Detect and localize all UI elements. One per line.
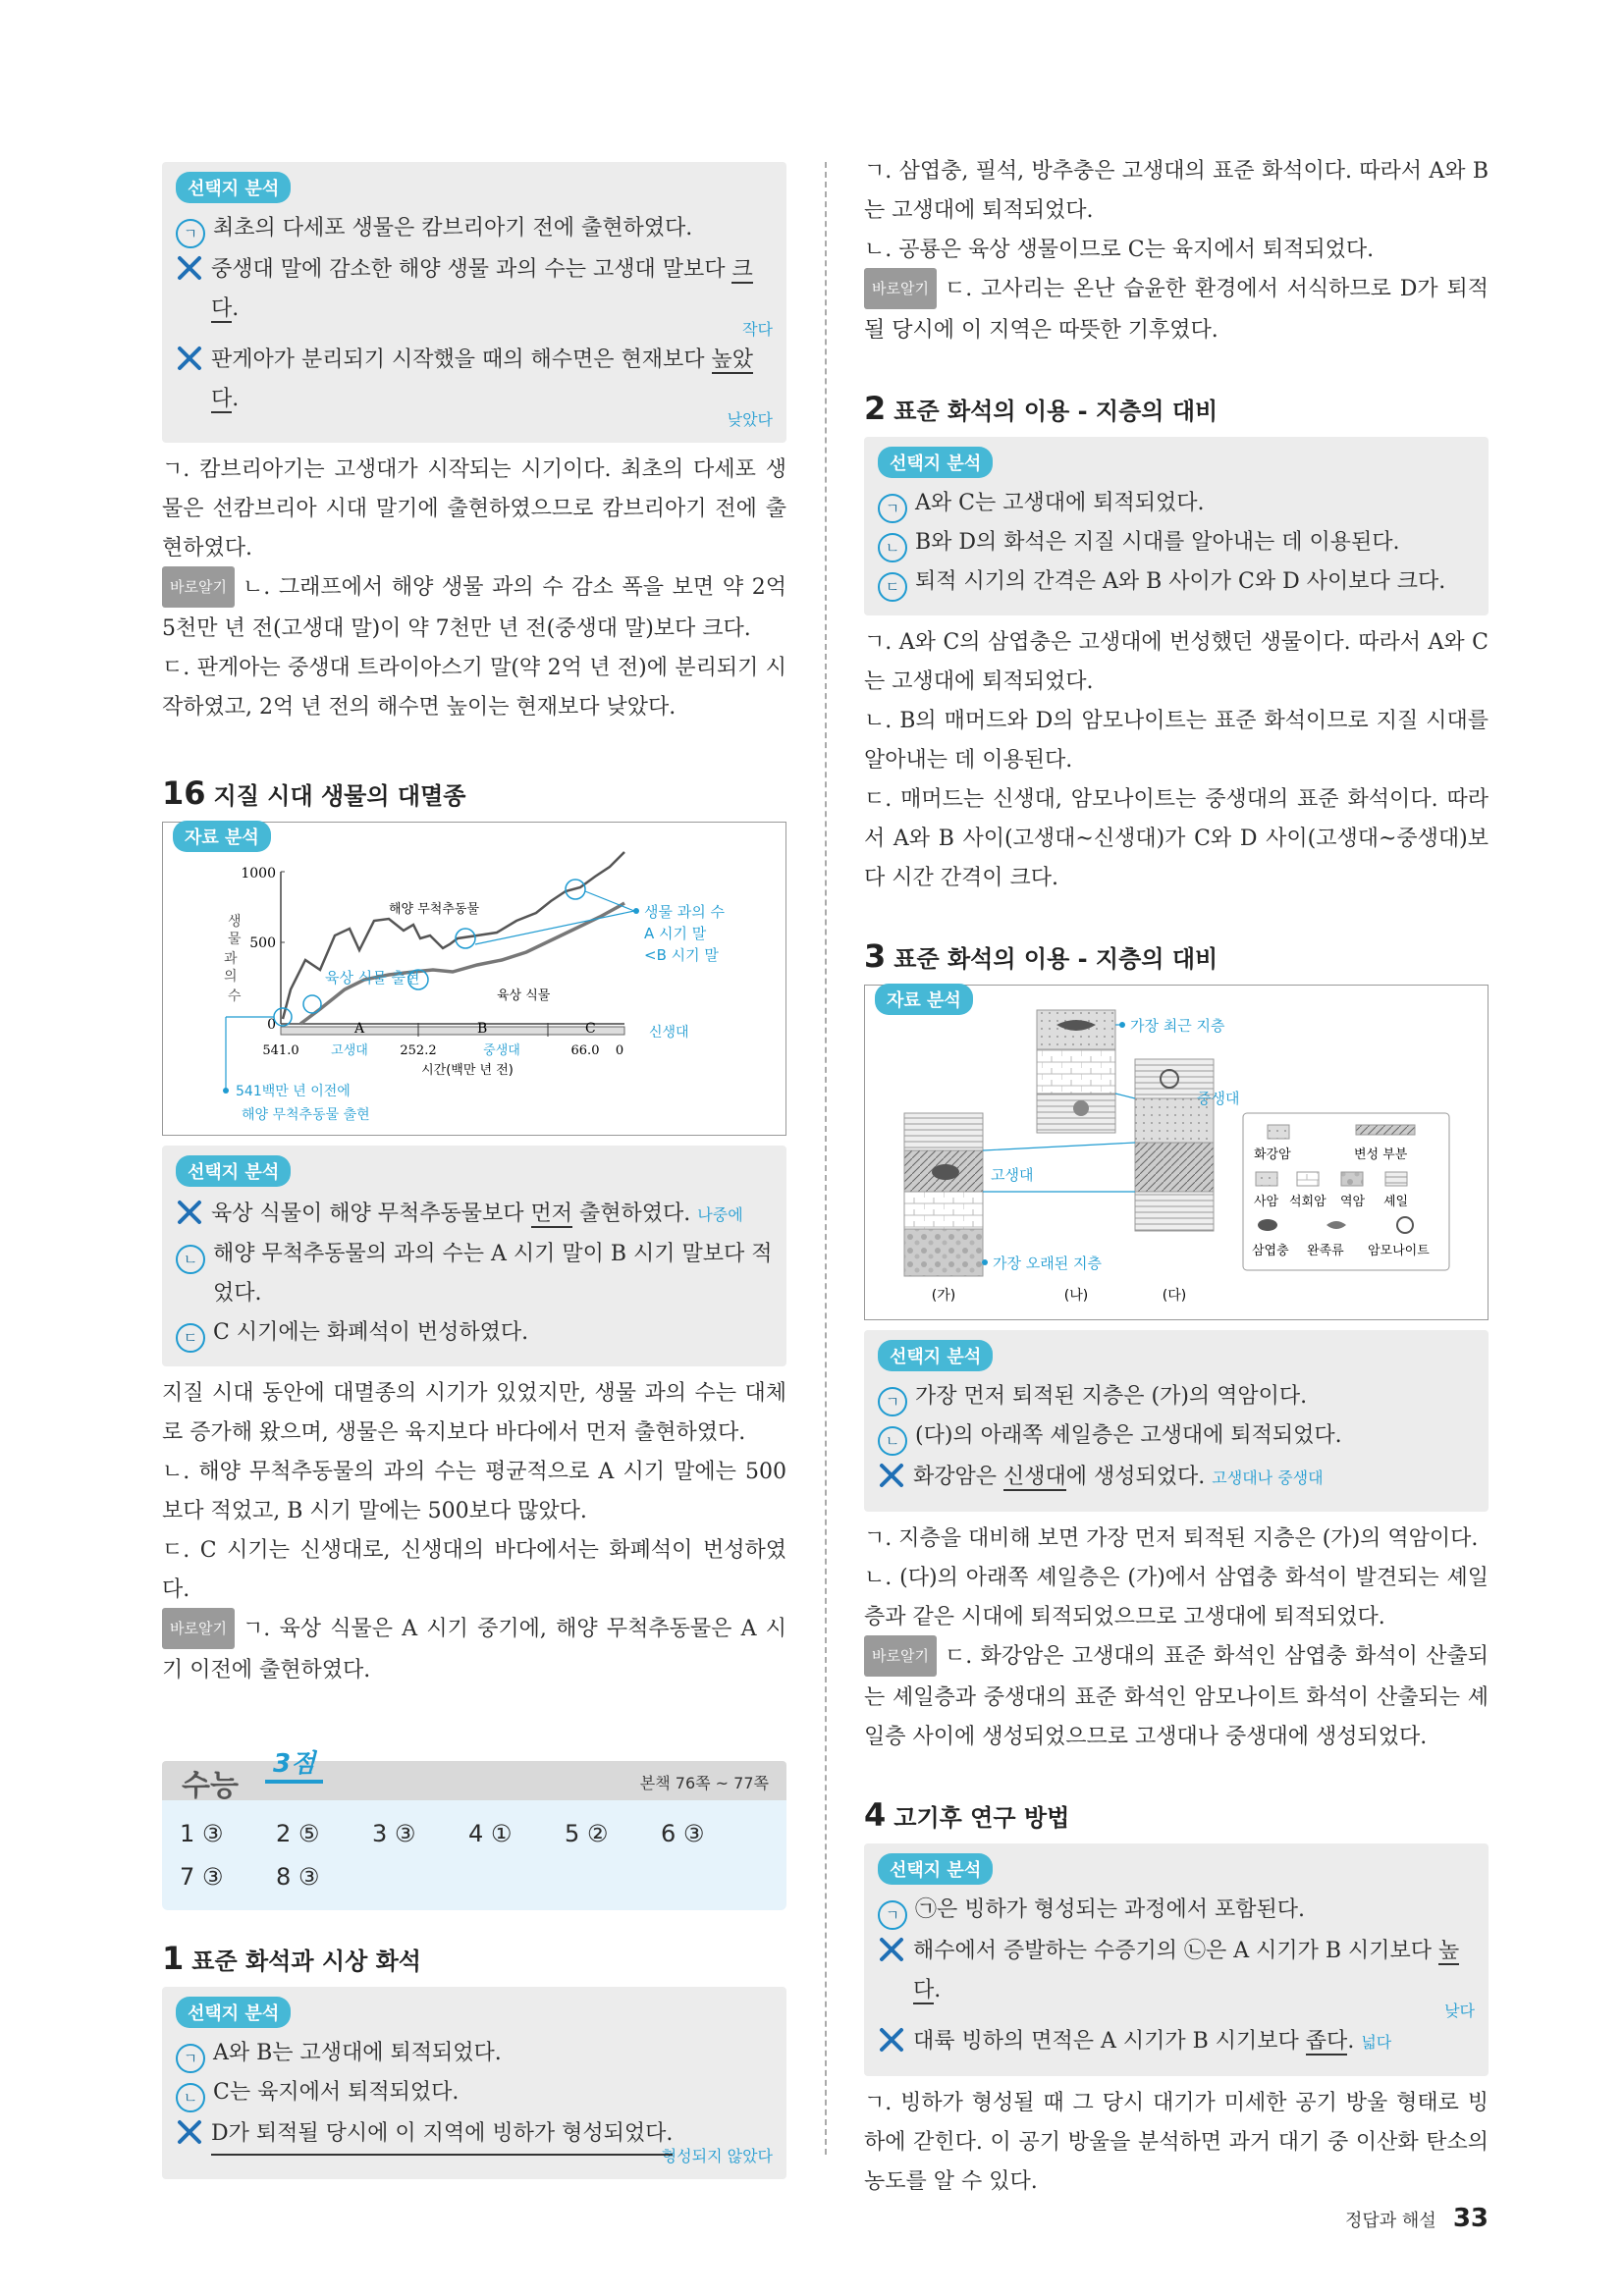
q15-option-2: 중생대 말에 감소한 해양 생물 과의 수는 고생대 말보다 크다. bbox=[176, 248, 773, 329]
a2-explanation-3: ㄷ. 매머드는 신생대, 암모나이트는 중생대의 표준 화석이다. 따라서 A와 B 사이(고생대~신생대)가 C와 D 사이(고생대~중생대)보다 시간 간격이 크다. bbox=[864, 787, 1489, 890]
a4-option-2-fix: 낮다 bbox=[1444, 2002, 1475, 2020]
svg-text:신생대: 신생대 bbox=[649, 1025, 689, 1041]
svg-text:석회암: 석회암 bbox=[1289, 1195, 1326, 1209]
y-axis-label: 생 물 과 의 수 bbox=[224, 914, 242, 1004]
q16-explanation-1: 지질 시대 동안에 대멸종의 시기가 있었지만, 생물 과의 수는 대체로 증가해 왔으며, 생물은 육지보다 바다에서 먼저 출현하였다. bbox=[162, 1381, 786, 1445]
wrong-tag: 바로알기 bbox=[162, 1608, 235, 1649]
page-number: 33 bbox=[1452, 2204, 1489, 2233]
answer-row: 1 ③ 2 ⑤ 3 ③ 4 ① 5 ② 6 ③ bbox=[180, 1820, 705, 1847]
svg-text:완족류: 완족류 bbox=[1307, 1244, 1344, 1258]
svg-text:C: C bbox=[585, 1021, 596, 1037]
svg-text:541.0: 541.0 bbox=[262, 1043, 299, 1058]
svg-text:(가): (가) bbox=[931, 1288, 956, 1304]
a3-explanation-3: 바로알기 ㄷ. 화강암은 고생대의 표준 화석인 삼엽충 화석이 산출되는 셰일층과 중생대의 표준 화석인 암모나이트 화석이 산출되는 셰일층 사이에 생성되었으므로 고생대나 중생대에 생성되었다. bbox=[864, 1637, 1489, 1757]
q15-option-1: ㄱ 최초의 다세포 생물은 캄브리아기 전에 출현하였다. bbox=[176, 209, 773, 248]
answer-key bbox=[162, 1800, 786, 1910]
a2-option-3: ㄷ 퇴적 시기의 간격은 A와 B 사이가 C와 D 사이보다 크다. bbox=[878, 562, 1475, 602]
a4-explanation-1: ㄱ. 빙하가 형성될 때 그 당시 대기가 미세한 공기 방울 형태로 빙하에 갇힌다. 이 공기 방울을 분석하면 과거 대기 중 이산화 탄소의 농도를 알 수 있다. bbox=[864, 2091, 1489, 2194]
correct-mark-icon: ㄱ bbox=[878, 1387, 907, 1416]
wrong-tag: 바로알기 bbox=[162, 566, 235, 608]
choice-analysis-tag: 선택지 분석 bbox=[878, 1340, 993, 1371]
a1-option-3-fix: 형성되지 않았다 bbox=[661, 2147, 773, 2165]
correct-mark-icon: ㄱ bbox=[176, 2044, 205, 2073]
a1-option-2: ㄴ C는 육지에서 퇴적되었다. bbox=[176, 2073, 773, 2112]
data-analysis-tag: 자료 분석 bbox=[875, 984, 973, 1015]
correct-mark-icon: ㄷ bbox=[176, 1323, 205, 1353]
wrong-x-icon bbox=[176, 1199, 203, 1226]
a1-explanation-2: ㄴ. 공룡은 육상 생물이므로 C는 육지에서 퇴적되었다. bbox=[864, 238, 1375, 262]
a1-option-1: ㄱ A와 B는 고생대에 퇴적되었다. bbox=[176, 2034, 773, 2073]
svg-text:해양 무척추동물: 해양 무척추동물 bbox=[389, 902, 480, 917]
svg-text:541백만 년 이전에: 541백만 년 이전에 bbox=[236, 1084, 351, 1099]
a3-option-3: 화강암은 신생대에 생성되었다. 고생대나 중생대 bbox=[878, 1456, 1475, 1498]
q16-explanation-4: 바로알기 ㄱ. 육상 식물은 A 시기 중기에, 해양 무척추동물은 A 시기 이전에 출현하였다. bbox=[162, 1610, 786, 1690]
svg-text:가장 오래된 지층: 가장 오래된 지층 bbox=[993, 1255, 1102, 1272]
q16-data-figure bbox=[162, 822, 786, 1136]
a3-strata-diagram bbox=[865, 986, 1488, 1319]
svg-text:A 시기 말: A 시기 말 bbox=[644, 925, 707, 942]
a1-option-3: D가 퇴적될 당시에 이 지역에 빙하가 형성되었다. bbox=[176, 2112, 773, 2156]
correct-mark-icon: ㄷ bbox=[878, 572, 907, 602]
svg-text:A: A bbox=[354, 1021, 365, 1037]
q16-option-1: 육상 식물이 해양 무척추동물보다 먼저 출현하였다. 나중에 bbox=[176, 1193, 773, 1235]
svg-text:역암: 역암 bbox=[1340, 1195, 1366, 1209]
wrong-x-icon bbox=[176, 2118, 203, 2146]
svg-text:해양 무척추동물 출현: 해양 무척추동물 출현 bbox=[242, 1107, 370, 1123]
choice-analysis-tag: 선택지 분석 bbox=[878, 1853, 993, 1885]
q15-option-3: 판게아가 분리되기 시작했을 때의 해수면은 현재보다 높았다. bbox=[176, 339, 773, 419]
q15-choice-analysis bbox=[162, 162, 786, 443]
column-na bbox=[1037, 1010, 1115, 1133]
3pt-badge: 3점 bbox=[265, 1743, 323, 1784]
correct-mark-icon: ㄱ bbox=[176, 219, 205, 248]
a3-title: 3 표준 화석의 이용 - 지층의 대비 bbox=[864, 937, 1218, 975]
q16-explanation-2: ㄴ. 해양 무척추동물의 과의 수는 평균적으로 A 시기 말에는 500보다 적었고, B 시기 말에는 500보다 많았다. bbox=[162, 1460, 786, 1523]
svg-text:(나): (나) bbox=[1063, 1288, 1089, 1304]
data-analysis-tag: 자료 분석 bbox=[173, 821, 271, 852]
q15-option-3-fix: 낮았다 bbox=[727, 410, 773, 429]
a3-explanation-1: ㄱ. 지층을 대비해 보면 가장 먼저 퇴적된 지층은 (가)의 역암이다. bbox=[864, 1526, 1479, 1551]
svg-text:<B 시기 말: <B 시기 말 bbox=[644, 946, 719, 964]
svg-text:삼엽충: 삼엽충 bbox=[1252, 1244, 1289, 1258]
q15-explanation-3: ㄷ. 판게아는 중생대 트라이아스기 말(약 2억 년 전)에 분리되기 시작하였고, 2억 년 전의 해수면 높이는 현재보다 낮았다. bbox=[162, 656, 786, 720]
answer-row: 7 ③ 8 ③ bbox=[180, 1863, 320, 1891]
a2-option-2: ㄴ B와 D의 화석은 지질 시대를 알아내는 데 이용된다. bbox=[878, 523, 1475, 562]
wrong-x-icon bbox=[878, 1462, 905, 1489]
a2-explanation-2: ㄴ. B의 매머드와 D의 암모나이트는 표준 화석이므로 지질 시대를 알아내는 데 이용된다. bbox=[864, 709, 1489, 773]
a2-option-1: ㄱ A와 C는 고생대에 퇴적되었다. bbox=[878, 484, 1475, 523]
a1-title: 1 표준 화석과 시상 화석 bbox=[162, 1940, 421, 1977]
svg-text:0: 0 bbox=[615, 1043, 624, 1058]
footer-label: 정답과 해설 bbox=[1345, 2211, 1436, 2231]
svg-text:고생대: 고생대 bbox=[331, 1043, 368, 1058]
svg-text:500: 500 bbox=[249, 935, 276, 951]
q16-option-2: ㄴ 해양 무척추동물의 과의 수는 A 시기 말이 B 시기 말보다 적었다. bbox=[176, 1235, 773, 1313]
suneung-header: 수능 3점 본책 76쪽 ~ 77쪽 bbox=[162, 1761, 786, 1800]
a1-explanation-1: ㄱ. 삼엽충, 필석, 방추충은 고생대의 표준 화석이다. 따라서 A와 B는 고생대에 퇴적되었다. bbox=[864, 159, 1489, 223]
a2-explanation-1: ㄱ. A와 C의 삼엽충은 고생대에 번성했던 생물이다. 따라서 A와 C는 고생대에 퇴적되었다. bbox=[864, 630, 1489, 694]
wrong-tag: 바로알기 bbox=[864, 1635, 937, 1677]
q16-title: 16 지질 시대 생물의 대멸종 bbox=[162, 774, 466, 812]
svg-text:화강암: 화강암 bbox=[1254, 1148, 1291, 1162]
svg-text:생물 과의 수: 생물 과의 수 bbox=[644, 903, 725, 921]
a4-choice-analysis bbox=[864, 1843, 1489, 2076]
column-ga bbox=[904, 1113, 983, 1276]
legend bbox=[1243, 1113, 1449, 1270]
svg-text:사암: 사암 bbox=[1254, 1195, 1279, 1209]
choice-analysis-tag: 선택지 분석 bbox=[176, 172, 291, 203]
svg-text:변성 부분: 변성 부분 bbox=[1354, 1148, 1408, 1162]
a1-choice-analysis bbox=[162, 1987, 786, 2179]
a4-title: 4 고기후 연구 방법 bbox=[864, 1796, 1070, 1834]
a2-title: 2 표준 화석의 이용 - 지층의 대비 bbox=[864, 390, 1218, 427]
a3-choice-analysis bbox=[864, 1330, 1489, 1512]
q16-option-3: ㄷ C 시기에는 화폐석이 번성하였다. bbox=[176, 1313, 773, 1353]
svg-text:육상 식물: 육상 식물 bbox=[497, 988, 551, 1003]
a4-option-3: 대륙 빙하의 면적은 A 시기가 B 시기보다 좁다. 넓다 bbox=[878, 2020, 1475, 2062]
svg-text:가장 최근 지층: 가장 최근 지층 bbox=[1130, 1017, 1225, 1035]
a3-explanation-2: ㄴ. (다)의 아래쪽 셰일층은 (가)에서 삼엽충 화석이 발견되는 셰일층과 같은 시대에 퇴적되었으므로 고생대에 퇴적되었다. bbox=[864, 1566, 1489, 1629]
svg-text:중생대: 중생대 bbox=[1197, 1090, 1240, 1107]
choice-analysis-tag: 선택지 분석 bbox=[878, 447, 993, 478]
svg-text:암모나이트: 암모나이트 bbox=[1368, 1244, 1430, 1258]
a3-option-1: ㄱ 가장 먼저 퇴적된 지층은 (가)의 역암이다. bbox=[878, 1377, 1475, 1416]
a3-data-figure bbox=[864, 985, 1489, 1320]
q15-explanation-1: ㄱ. 캄브리아기는 고생대가 시작되는 시기이다. 최초의 다세포 생물은 선캄브리아 시대 말기에 출현하였으므로 캄브리아기 전에 출현하였다. bbox=[162, 457, 786, 561]
svg-text:252.2: 252.2 bbox=[400, 1043, 437, 1058]
svg-text:셰일: 셰일 bbox=[1383, 1195, 1409, 1209]
svg-text:(다): (다) bbox=[1162, 1288, 1187, 1304]
left-column bbox=[162, 162, 786, 2179]
a2-choice-analysis bbox=[864, 437, 1489, 615]
page-footer bbox=[1345, 2204, 1489, 2233]
svg-text:1000: 1000 bbox=[241, 866, 276, 881]
choice-analysis-tag: 선택지 분석 bbox=[176, 1155, 291, 1187]
correct-mark-icon: ㄱ bbox=[878, 494, 907, 523]
correct-mark-icon: ㄱ bbox=[878, 1900, 907, 1930]
choice-analysis-tag: 선택지 분석 bbox=[176, 1997, 291, 2028]
wrong-x-icon bbox=[878, 2026, 905, 2054]
correct-mark-icon: ㄴ bbox=[878, 1426, 907, 1456]
q15-option-2-fix: 작다 bbox=[742, 320, 773, 339]
q15-explanation-2: 바로알기 ㄴ. 그래프에서 해양 생물 과의 수 감소 폭을 보면 약 2억 5천만 년 전(고생대 말)이 약 7천만 년 전(중생대 말)보다 크다. bbox=[162, 568, 786, 649]
svg-text:B: B bbox=[477, 1021, 488, 1037]
svg-text:시간(백만 년 전): 시간(백만 년 전) bbox=[421, 1063, 514, 1078]
right-column bbox=[864, 152, 1489, 2202]
correct-mark-icon: ㄴ bbox=[878, 533, 907, 562]
a4-option-2: 해수에서 증발하는 수증기의 ㉡은 A 시기가 B 시기보다 높다. bbox=[878, 1930, 1475, 2010]
svg-text:0: 0 bbox=[267, 1017, 276, 1033]
a4-option-1: ㄱ ㉠은 빙하가 형성되는 과정에서 포함된다. bbox=[878, 1891, 1475, 1930]
correct-mark-icon: ㄴ bbox=[176, 2083, 205, 2112]
suneung-3pt-section bbox=[162, 1749, 786, 1910]
svg-text:66.0: 66.0 bbox=[570, 1043, 600, 1058]
svg-text:고생대: 고생대 bbox=[991, 1166, 1034, 1184]
correct-mark-icon: ㄴ bbox=[176, 1245, 205, 1274]
wrong-x-icon bbox=[176, 345, 203, 372]
column-da bbox=[1135, 1059, 1214, 1231]
wrong-x-icon bbox=[878, 1936, 905, 1963]
a1-explanation-3: 바로알기 ㄷ. 고사리는 온난 습윤한 환경에서 서식하므로 D가 퇴적될 당시에 이 지역은 따뜻한 기후였다. bbox=[864, 270, 1489, 350]
svg-text:육상 식물 출현: 육상 식물 출현 bbox=[325, 969, 420, 987]
q16-choice-analysis bbox=[162, 1146, 786, 1366]
wrong-tag: 바로알기 bbox=[864, 268, 937, 309]
svg-text:중생대: 중생대 bbox=[483, 1043, 520, 1058]
wrong-x-icon bbox=[176, 254, 203, 282]
q16-explanation-3: ㄷ. C 시기는 신생대로, 신생대의 바다에서는 화폐석이 번성하였다. bbox=[162, 1538, 786, 1602]
q16-extinction-chart bbox=[163, 823, 785, 1135]
a3-option-2: ㄴ (다)의 아래쪽 셰일층은 고생대에 퇴적되었다. bbox=[878, 1416, 1475, 1456]
column-divider bbox=[825, 162, 827, 2155]
